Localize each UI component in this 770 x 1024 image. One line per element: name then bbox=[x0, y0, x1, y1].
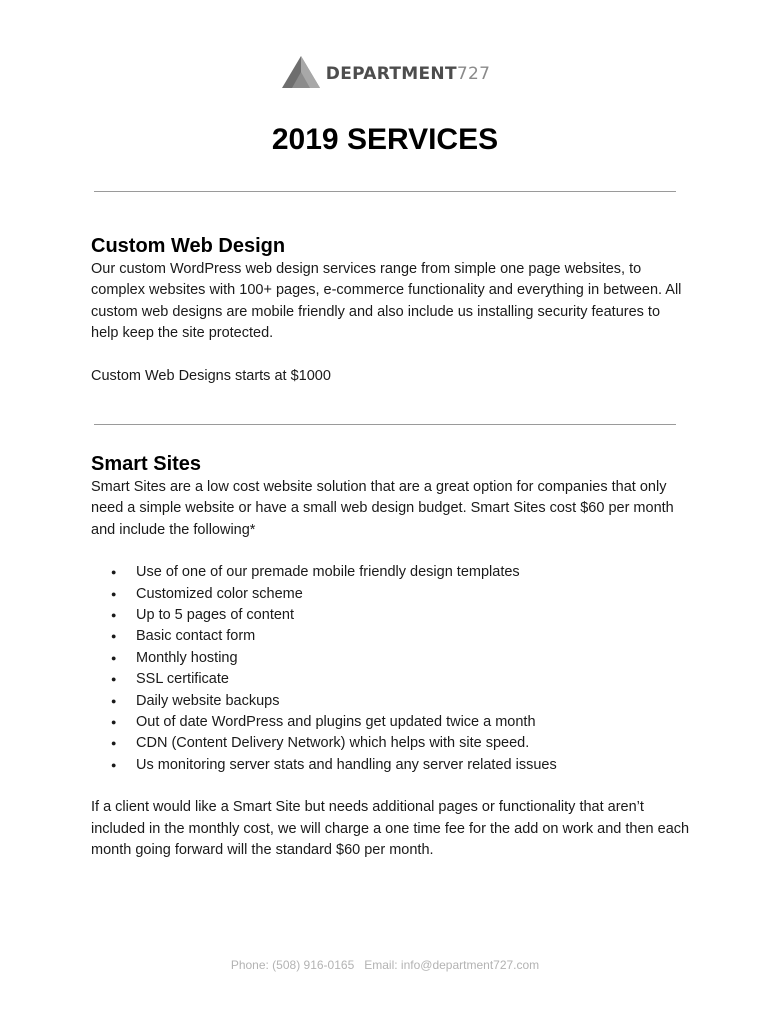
section-description: Our custom WordPress web design services range from simple one page websites, to complex websites with 100+ pages, e-commerce functionality and everything in between. All custom web designs are mobile friendly and also include us installing security features to help keep the site protected. bbox=[91, 261, 682, 342]
list-item: ● SSL certificate bbox=[91, 669, 691, 690]
section-heading: Custom Web Design bbox=[91, 235, 286, 257]
page-footer bbox=[0, 957, 770, 973]
logo-mountain-icon bbox=[280, 54, 322, 90]
list-item: ● Monthly hosting bbox=[91, 648, 691, 669]
list-item: ● Out of date WordPress and plugins get updated twice a month bbox=[91, 712, 691, 733]
section-price: Custom Web Designs starts at $1000 bbox=[91, 367, 331, 384]
section-smart-sites bbox=[91, 451, 691, 862]
footer-phone: Phone: (508) 916-0165 bbox=[230, 958, 355, 972]
logo-brand-bold: DEPARTMENT bbox=[325, 63, 457, 84]
page-title: 2019 SERVICES bbox=[271, 123, 499, 156]
list-item: ● Us monitoring server stats and handling any server related issues bbox=[91, 755, 691, 776]
logo-wordmark bbox=[326, 62, 490, 83]
section-intro: Smart Sites are a low cost website solution that are a great option for companies that only need a simple website or have a small web design budget. Smart Sites cost $60 per month and include the following* bbox=[91, 479, 674, 538]
list-item: ● Basic contact form bbox=[91, 626, 691, 647]
section-heading: Smart Sites bbox=[91, 453, 202, 475]
feature-list bbox=[91, 562, 691, 776]
footer-email: Email: info@department727.com bbox=[364, 958, 540, 972]
list-item: ● Up to 5 pages of content bbox=[91, 605, 691, 626]
divider-top bbox=[94, 191, 676, 192]
section-custom-web-design bbox=[91, 233, 691, 387]
company-logo bbox=[0, 52, 770, 92]
list-item: ● CDN (Content Delivery Network) which helps with site speed. bbox=[91, 733, 691, 754]
list-item: ● Use of one of our premade mobile friendly design templates bbox=[91, 562, 691, 583]
list-item: ● Customized color scheme bbox=[91, 584, 691, 605]
logo-brand-number: 727 bbox=[456, 63, 491, 84]
list-item: ● Daily website backups bbox=[91, 691, 691, 712]
section-closing: If a client would like a Smart Site but needs additional pages or functionality that aren’t included in the monthly cost, we will charge a one time fee for the add on work and then each month going forward will the standard $60 per month. bbox=[91, 799, 690, 859]
divider-middle bbox=[94, 424, 676, 425]
